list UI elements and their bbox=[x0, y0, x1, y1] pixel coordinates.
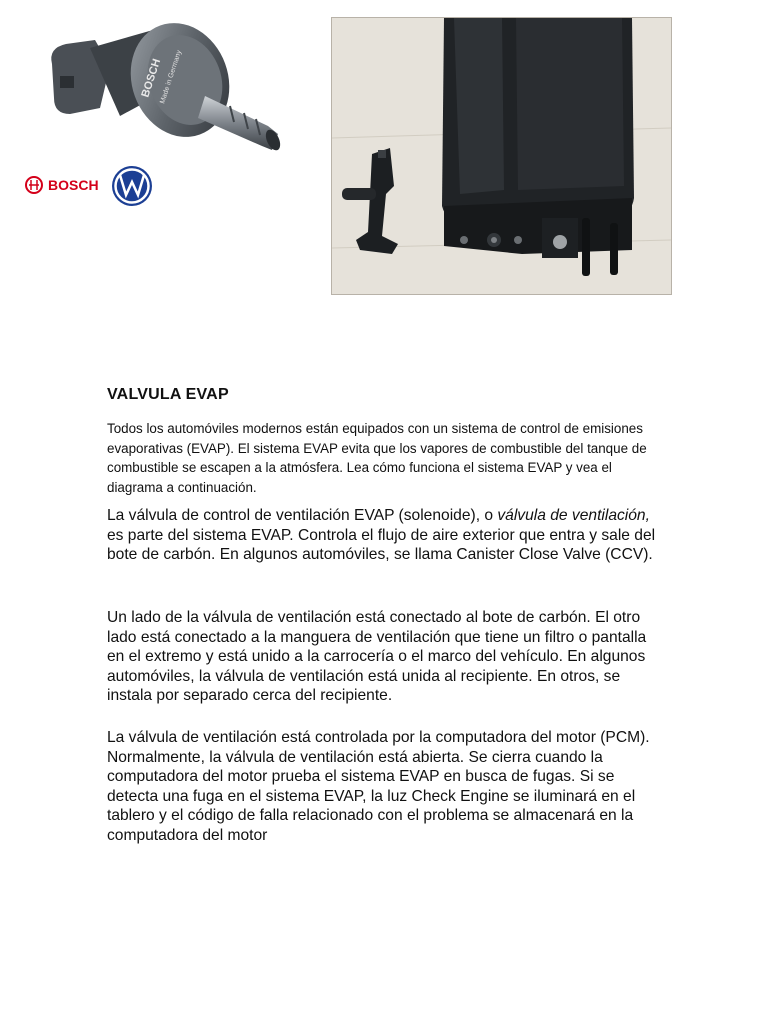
bosch-logo-text: BOSCH bbox=[48, 177, 99, 193]
paragraph-vent-valve-end: es parte del sistema EVAP. Controla el flujo de aire exterior que entra y sale del bote de carbón. En algunos automóviles, se llama Canister Close Valve (CCV). bbox=[107, 526, 656, 564]
paragraph-pcm-control: La válvula de ventilación está controlada por la computadora del motor (PCM). Normalmente, la válvula de ventilación está abierta. Se cierra cuando la computadora del motor prueba el sistema EVAP en busca de fugas. Si se detecta una fuga en el sistema EVAP, la luz Check Engine se iluminará en el tablero y el código de falla relacionado con el problema se almacenará en la computadora del motor bbox=[107, 729, 650, 844]
bosch-logo bbox=[26, 177, 99, 193]
paragraph-vent-valve bbox=[107, 506, 667, 565]
canister-photo bbox=[332, 18, 671, 294]
paragraph-connection: Un lado de la válvula de ventilación está conectado al bote de carbón. El otro lado está conectado a la manguera de ventilación que tiene un filtro o pantalla en el extremo y está unido a la carrocería o el marco del vehículo. En algunos automóviles, la válvula de ventilación está unida al recipiente. En otros, se instala por separado cerca del recipiente. bbox=[107, 609, 647, 705]
logo-row bbox=[22, 163, 162, 211]
intro-paragraph: Todos los automóviles modernos están equipados con un sistema de control de emisiones evaporativas (EVAP). El sistema EVAP evita que los vapores de combustible del tanque de combustible se escapen a la atmósfera. Lea cómo funciona el sistema EVAP y vea el diagrama a continuación. bbox=[107, 421, 647, 495]
paragraph-vent-valve-italic: válvula de ventilación, bbox=[497, 507, 650, 524]
valve-brand-marking: BOSCH bbox=[139, 57, 164, 99]
valve-sub-marking: Made in Germany bbox=[159, 49, 184, 105]
vw-logo bbox=[112, 166, 152, 206]
valve-photo bbox=[40, 18, 290, 163]
paragraph-vent-valve-start: La válvula de control de ventilación EVAP (solenoide), o bbox=[107, 507, 498, 524]
article-title: VALVULA EVAP bbox=[107, 386, 229, 403]
